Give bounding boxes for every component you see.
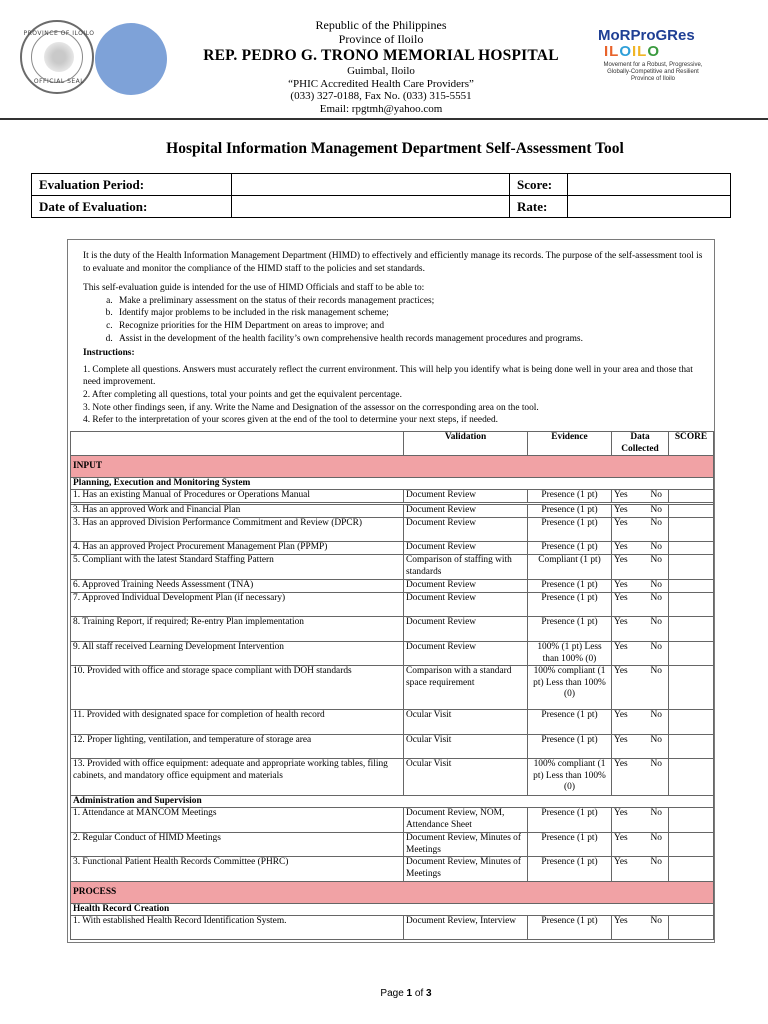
yes-option[interactable]: Yes: [614, 666, 628, 676]
page-total: 3: [426, 988, 432, 999]
evidence-cell: Presence (1 pt): [528, 808, 612, 833]
header-divider: [0, 118, 768, 120]
no-option[interactable]: No: [650, 710, 662, 720]
validation-cell: Ocular Visit: [404, 710, 528, 735]
evidence-cell: 100% (1 pt) Less than 100% (0): [528, 642, 612, 666]
score-cell[interactable]: [669, 505, 714, 518]
item-header: [71, 432, 404, 456]
yes-option[interactable]: Yes: [614, 857, 628, 867]
validation-cell: Document Review: [404, 580, 528, 593]
table-row: [71, 505, 714, 518]
rate-field[interactable]: [568, 196, 731, 218]
process-band: PROCESS: [71, 882, 714, 904]
intro-paragraph: It is the duty of the Health Information Management Department (HIMD) to effectively and efficiently manage its records. The purpose of the self-assessment tool is to evaluate and monitor the compliance of the HIMD staff to the policies and set standards.: [83, 251, 703, 274]
score-cell[interactable]: [669, 593, 714, 617]
no-option[interactable]: No: [650, 617, 662, 627]
score-cell[interactable]: [669, 542, 714, 555]
item-cell: 3. Has an approved Division Performance Commitment and Review (DPCR): [71, 518, 404, 542]
validation-cell: Document Review, NOM, Attendance Sheet: [404, 808, 528, 833]
table-row: [71, 735, 714, 759]
item-cell: 5. Compliant with the latest Standard Staffing Pattern: [71, 555, 404, 580]
letterhead: [170, 18, 592, 115]
table-row: [71, 666, 714, 710]
page-current: 1: [406, 988, 413, 999]
table-row: [71, 617, 714, 642]
rows-planning-a: [71, 490, 714, 503]
validation-cell: Document Review: [404, 518, 528, 542]
no-option[interactable]: No: [650, 642, 662, 652]
goal-item: b. Identify major problems to be included in the risk management scheme;: [115, 307, 708, 320]
item-cell: 1. Attendance at MANCOM Meetings: [71, 808, 404, 833]
subsection-row: Health Record Creation: [71, 904, 714, 916]
score-cell[interactable]: [669, 490, 714, 503]
data-collected-cell: [612, 710, 669, 735]
yes-option[interactable]: Yes: [614, 735, 628, 745]
table-row: [71, 710, 714, 735]
table-header-row: [71, 432, 714, 456]
no-option[interactable]: No: [650, 518, 662, 528]
item-cell: 6. Approved Training Needs Assessment (TNA): [71, 580, 404, 593]
score-cell[interactable]: [669, 666, 714, 710]
yes-option[interactable]: Yes: [614, 916, 628, 926]
table-row: [71, 833, 714, 857]
item-cell: 1. With established Health Record Identification System.: [71, 916, 404, 940]
data-collected-cell: [612, 580, 669, 593]
table-row: [71, 555, 714, 580]
score-cell[interactable]: [669, 857, 714, 882]
email-line: Email: rpgtmh@yahoo.com: [319, 102, 443, 115]
yes-option[interactable]: Yes: [614, 808, 628, 818]
instructions-heading: Instructions:: [83, 348, 135, 359]
introduction: [83, 250, 708, 427]
item-cell: 4. Has an approved Project Procurement Management Plan (PPMP): [71, 542, 404, 555]
table-row: [71, 759, 714, 796]
no-option[interactable]: No: [650, 555, 662, 565]
instruction-item: 3. Note other findings seen, if any. Write the Name and Designation of the assessor on the corresponding area on the tool.: [83, 402, 539, 413]
validation-cell: Document Review: [404, 490, 528, 503]
evidence-cell: Presence (1 pt): [528, 518, 612, 542]
evidence-cell: 100% compliant (1 pt) Less than 100% (0): [528, 666, 612, 710]
table-row: [71, 580, 714, 593]
table-row: [71, 490, 714, 503]
validation-cell: Document Review: [404, 593, 528, 617]
no-option[interactable]: No: [650, 666, 662, 676]
data-collected-cell: [612, 542, 669, 555]
no-option[interactable]: No: [650, 490, 662, 500]
data-collected-cell: [612, 518, 669, 542]
seal-text-bottom: OFFICIAL SEAL: [33, 78, 85, 85]
table-row: [71, 518, 714, 542]
evidence-cell: Presence (1 pt): [528, 735, 612, 759]
logo-word: MoRProGRes: [598, 27, 695, 44]
evidence-header: Evidence: [528, 432, 612, 456]
data-collected-cell: [612, 593, 669, 617]
item-cell: 8. Training Report, if required; Re-entry Plan implementation: [71, 617, 404, 642]
no-option[interactable]: No: [650, 759, 662, 769]
seal-text-top: PROVINCE OF ILOILO: [23, 30, 95, 37]
data-collected-cell: [612, 505, 669, 518]
yes-option[interactable]: Yes: [614, 490, 628, 500]
validation-cell: Comparison of staffing with standards: [404, 555, 528, 580]
data-collected-cell: [612, 759, 669, 796]
rows-record-creation: [71, 916, 714, 940]
table-row: [71, 542, 714, 555]
rate-label: Rate:: [510, 196, 568, 218]
data-collected-cell: [612, 857, 669, 882]
table-row: [71, 593, 714, 617]
instruction-item: 1. Complete all questions. Answers must accurately reflect the current environment. This will help you identify what is being done well in your area and those that need improvement.: [83, 364, 693, 388]
yes-option[interactable]: Yes: [614, 617, 628, 627]
no-option[interactable]: No: [650, 808, 662, 818]
item-cell: 9. All staff received Learning Development Intervention: [71, 642, 404, 666]
data-collected-cell: [612, 490, 669, 503]
no-option[interactable]: No: [650, 916, 662, 926]
item-cell: 2. Regular Conduct of HIMD Meetings: [71, 833, 404, 857]
date-of-evaluation-field[interactable]: [232, 196, 510, 218]
evidence-cell: Presence (1 pt): [528, 857, 612, 882]
logo-city: ILOILO: [604, 43, 661, 60]
yes-option[interactable]: Yes: [614, 642, 628, 652]
data-collected-cell: [612, 642, 669, 666]
date-of-evaluation-label: Date of Evaluation:: [32, 196, 232, 218]
evaluation-period-field[interactable]: [232, 174, 510, 196]
no-option[interactable]: No: [650, 505, 662, 515]
item-cell: 7. Approved Individual Development Plan (if necessary): [71, 593, 404, 617]
item-cell: 3. Functional Patient Health Records Committee (PHRC): [71, 857, 404, 882]
score-cell[interactable]: [669, 710, 714, 735]
intro-purpose: This self-evaluation guide is intended for the use of HIMD Officials and staff to be able to:: [83, 283, 425, 294]
hospital-logo-placeholder: [95, 23, 167, 95]
item-cell: 11. Provided with designated space for completion of health record: [71, 710, 404, 735]
province-line: Province of Iloilo: [338, 32, 424, 46]
item-cell: 3. Has an approved Work and Financial Plan: [71, 505, 404, 518]
score-cell[interactable]: [669, 518, 714, 542]
score-cell[interactable]: [669, 617, 714, 642]
document-title: Hospital Information Management Department Self-Assessment Tool: [166, 140, 624, 157]
page-prefix: Page: [380, 988, 407, 999]
evidence-cell: Presence (1 pt): [528, 617, 612, 642]
table-row: [71, 857, 714, 882]
validation-cell: Document Review: [404, 505, 528, 518]
page-of: of: [412, 988, 427, 999]
data-collected-header: Data Collected: [612, 432, 669, 456]
data-collected-cell: [612, 666, 669, 710]
instruction-item: 2. After completing all questions, total your points and get the equivalent percentage.: [83, 389, 402, 400]
item-cell: 1. Has an existing Manual of Procedures or Operations Manual: [71, 490, 404, 503]
score-cell[interactable]: [669, 642, 714, 666]
no-option[interactable]: No: [650, 580, 662, 590]
validation-cell: Document Review, Minutes of Meetings: [404, 833, 528, 857]
score-cell[interactable]: [669, 580, 714, 593]
evidence-cell: Compliant (1 pt): [528, 555, 612, 580]
score-cell[interactable]: [669, 916, 714, 940]
evidence-cell: Presence (1 pt): [528, 916, 612, 940]
evidence-cell: Presence (1 pt): [528, 593, 612, 617]
score-cell[interactable]: [669, 735, 714, 759]
yes-option[interactable]: Yes: [614, 833, 628, 843]
score-header: SCORE: [669, 432, 714, 456]
rows-administration: [71, 808, 714, 882]
evaluation-grid: [31, 173, 731, 218]
goal-item: c. Recognize priorities for the HIM Department on areas to improve; and: [115, 320, 708, 333]
evidence-cell: Presence (1 pt): [528, 490, 612, 503]
no-option[interactable]: No: [650, 593, 662, 603]
yes-option[interactable]: Yes: [614, 759, 628, 769]
no-option[interactable]: No: [650, 542, 662, 552]
validation-cell: Document Review: [404, 542, 528, 555]
validation-cell: Document Review: [404, 642, 528, 666]
logo-tagline: Movement for a Robust, Progressive, Globally-Competitive and Resilient Province of Iloilo: [603, 62, 703, 82]
subsection-row: Planning, Execution and Monitoring System: [71, 478, 714, 490]
rows-planning-b: [71, 505, 714, 796]
score-cell[interactable]: [669, 833, 714, 857]
goal-list: [83, 295, 708, 345]
hospital-name: REP. PEDRO G. TRONO MEMORIAL HOSPITAL: [203, 47, 559, 64]
town-line: Guimbal, Iloilo: [347, 65, 415, 77]
score-cell[interactable]: [669, 555, 714, 580]
score-cell[interactable]: [669, 808, 714, 833]
assessment-table: [70, 431, 714, 940]
validation-cell: Ocular Visit: [404, 735, 528, 759]
evidence-cell: Presence (1 pt): [528, 542, 612, 555]
data-collected-cell: [612, 555, 669, 580]
data-collected-cell: [612, 617, 669, 642]
table-row: [71, 642, 714, 666]
item-cell: 13. Provided with office equipment: adequate and appropriate working tables, filing cabinets, and mandatory office equipment and materials: [71, 759, 404, 796]
evidence-cell: Presence (1 pt): [528, 580, 612, 593]
validation-cell: Ocular Visit: [404, 759, 528, 796]
input-band: INPUT: [71, 456, 714, 478]
goal-item: a. Make a preliminary assessment on the status of their records management practices;: [115, 295, 708, 308]
goal-item: d. Assist in the development of the health facility’s own comprehensive health records management procedures and programs.: [115, 333, 708, 346]
accreditation-line: “PHIC Accredited Health Care Providers”: [288, 77, 474, 90]
validation-cell: Document Review: [404, 617, 528, 642]
republic-line: Republic of the Philippines: [315, 18, 447, 32]
validation-cell: Document Review, Interview: [404, 916, 528, 940]
yes-option[interactable]: Yes: [614, 593, 628, 603]
item-cell: 12. Proper lighting, ventilation, and temperature of storage area: [71, 735, 404, 759]
assessment-box: [67, 239, 715, 943]
validation-cell: Comparison with a standard space requirement: [404, 666, 528, 710]
data-collected-cell: [612, 808, 669, 833]
morprogres-logo: [598, 28, 728, 83]
validation-header: Validation: [404, 432, 528, 456]
phone-line: (033) 327-0188, Fax No. (033) 315-5551: [290, 90, 472, 102]
item-cell: 10. Provided with office and storage space compliant with DOH standards: [71, 666, 404, 710]
page-footer: [0, 988, 768, 999]
score-label: Score:: [510, 174, 568, 196]
evidence-cell: 100% compliant (1 pt) Less than 100% (0): [528, 759, 612, 796]
validation-cell: Document Review, Minutes of Meetings: [404, 857, 528, 882]
data-collected-cell: [612, 735, 669, 759]
no-option[interactable]: No: [650, 833, 662, 843]
evidence-cell: Presence (1 pt): [528, 833, 612, 857]
no-option[interactable]: No: [650, 735, 662, 745]
yes-option[interactable]: Yes: [614, 542, 628, 552]
province-seal: [20, 20, 94, 94]
yes-option[interactable]: Yes: [614, 580, 628, 590]
table-row: [71, 808, 714, 833]
subsection-row: Administration and Supervision: [71, 796, 714, 808]
score-cell[interactable]: [669, 759, 714, 796]
yes-option[interactable]: Yes: [614, 710, 628, 720]
evidence-cell: Presence (1 pt): [528, 710, 612, 735]
evaluation-period-label: Evaluation Period:: [32, 174, 232, 196]
table-row: [71, 916, 714, 940]
evidence-cell: Presence (1 pt): [528, 505, 612, 518]
yes-option[interactable]: Yes: [614, 518, 628, 528]
yes-option[interactable]: Yes: [614, 505, 628, 515]
score-field[interactable]: [568, 174, 731, 196]
yes-option[interactable]: Yes: [614, 555, 628, 565]
data-collected-cell: [612, 916, 669, 940]
no-option[interactable]: No: [650, 857, 662, 867]
instruction-item: 4. Refer to the interpretation of your scores given at the end of the tool to determine your next steps, if needed.: [83, 415, 498, 426]
data-collected-cell: [612, 833, 669, 857]
